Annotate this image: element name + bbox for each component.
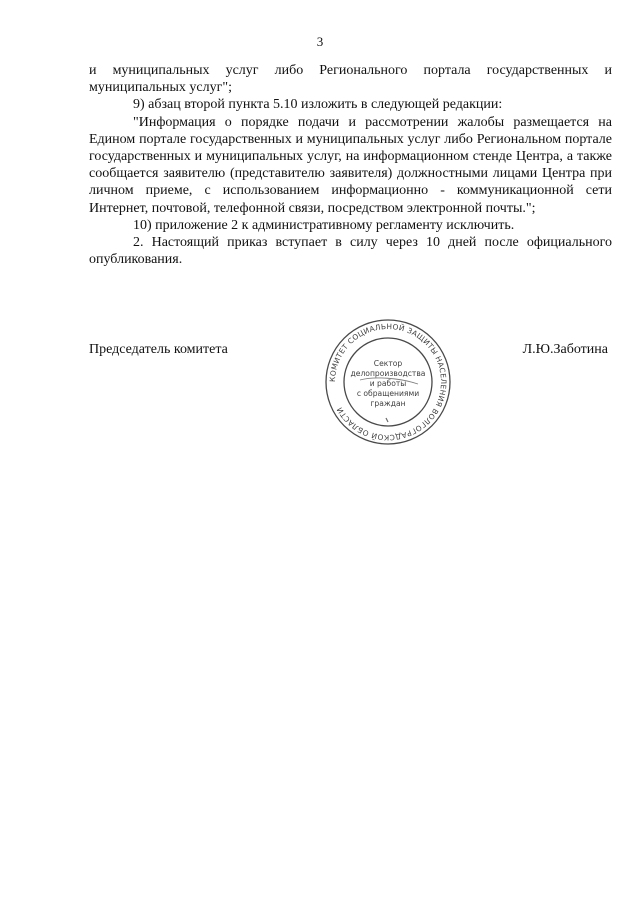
official-stamp	[324, 318, 452, 446]
signatory-name: Л.Ю.Заботина	[522, 342, 608, 357]
document-body	[89, 62, 612, 268]
stamp-center-line: с обращениями	[356, 389, 420, 398]
signatory-position: Председатель комитета	[89, 342, 228, 357]
paragraph-quote: "Информация о порядке подачи и рассмотрении жалобы размещается на Едином портале государственных и муниципальных услуг либо Региональном портале государственных и муниципальных услуг, на информационном стенде Центра, а также сообщается заявителю (представителю заявителя) должностными лицами Центра при личном приеме, с использованием информационно - коммуникационной сети Интернет, почтовой, телефонной связи, посредством электронной почты.";	[89, 114, 612, 216]
stamp-center-line: делопроизводства	[350, 369, 426, 378]
stamp-ring-text: КОМИТЕТ СОЦИАЛЬНОЙ ЗАЩИТЫ НАСЕЛЕНИЯ ВОЛГОГРАДСКОЙ ОБЛАСТИ	[327, 321, 449, 443]
paragraph-item-9: 9) абзац второй пункта 5.10 изложить в следующей редакции:	[133, 97, 503, 113]
paragraph-item-10: 10) приложение 2 к административному регламенту исключить.	[133, 217, 515, 233]
paragraph-effective-date: 2. Настоящий приказ вступает в силу через 10 дней после официального опубликования.	[89, 235, 612, 268]
stamp-mark	[386, 418, 388, 422]
paragraph-continuation: и муниципальных услуг либо Регионального портала государственных и муниципальных услуг";	[89, 63, 612, 96]
page-number: 3	[316, 34, 324, 49]
stamp-center-line: и работы	[369, 379, 407, 388]
stamp-center-line: граждан	[370, 399, 406, 408]
stamp-center-line: Сектор	[373, 359, 403, 368]
